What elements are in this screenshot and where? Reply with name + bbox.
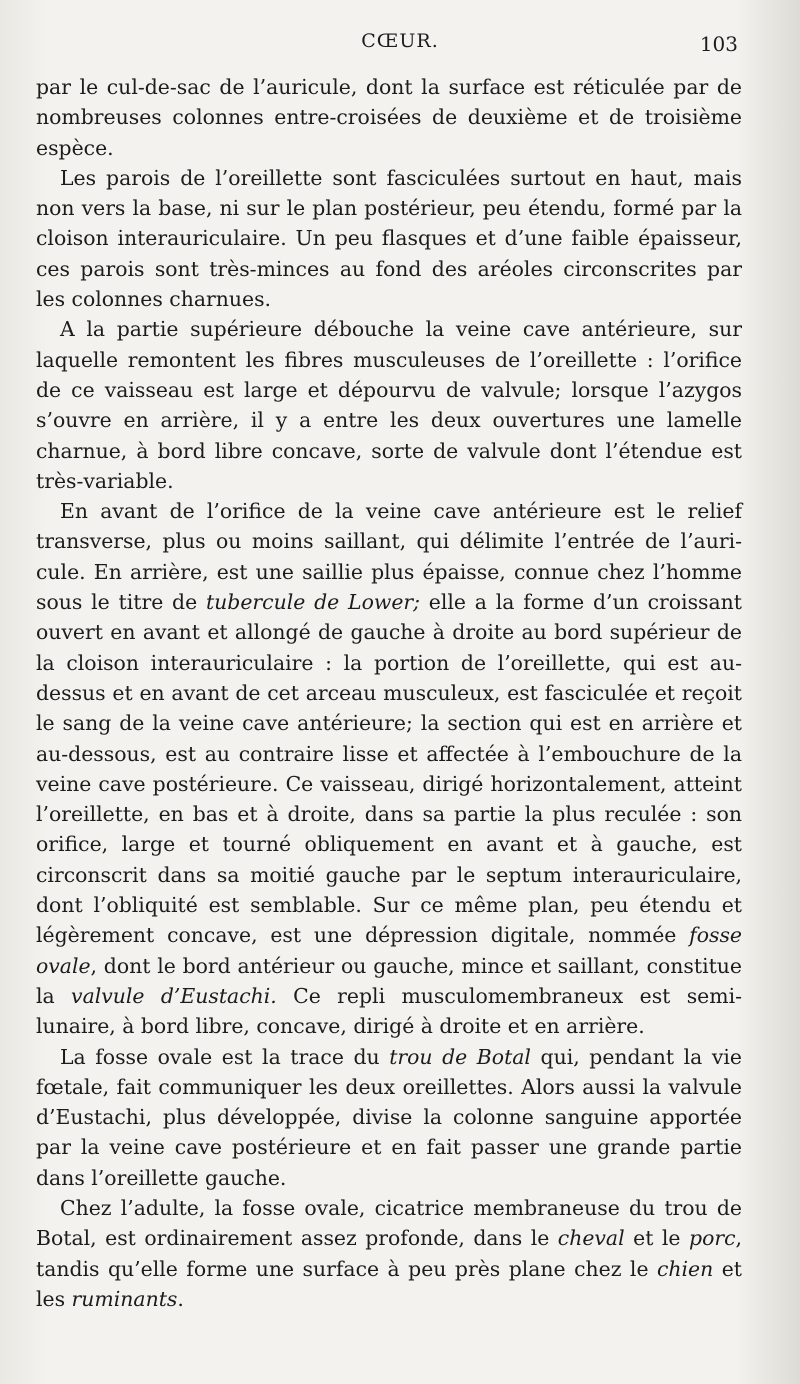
text-run: , tandis qu’elle forme une surface à peu près plane chez le <box>36 1226 742 1281</box>
text-run: La fosse ovale est la trace du <box>60 1044 390 1069</box>
paragraph-fosse-ovale <box>36 1042 742 1193</box>
italic-term-ruminants: ruminants <box>71 1286 178 1311</box>
text-run: qui, pendant la vie fœtale, fait communiquer les deux oreillettes. Alors aussi la valvule d’Eustachi, plus développée, divise la colonne sanguine apportée par la veine cave postérieure et en fait passer une grande partie dans l’oreillette gauche. <box>36 1044 742 1190</box>
text-run: , dont le bord antérieur ou gauche, mince et saillant, constitue la <box>36 953 742 1008</box>
running-head <box>0 30 800 66</box>
text-run: . <box>177 1286 184 1311</box>
text-run: Chez l’adulte, la fosse ovale, cicatrice membraneuse du trou de Botal, est ordinairement assez profonde, dans le <box>36 1195 742 1251</box>
page-number: 103 <box>699 32 738 56</box>
text-run: et le <box>624 1226 690 1251</box>
italic-term-valvule-d-eustachi: valvule d’Eustachi. <box>71 983 277 1008</box>
paragraph-walls: Les parois de l’oreillette sont fasciculées surtout en haut, mais non vers la base, ni sur le plan postérieur, peu étendu, formé par la cloison interauriculaire. Un peu flasques et d’une faible épaisseur, ces parois sont très-minces au fond des aréoles circonscrites par les colonnes charnues. <box>36 165 742 312</box>
page-title: CŒUR. <box>361 30 439 52</box>
paragraph-anterior-vena-cava: A la partie supérieure débouche la veine cave antérieure, sur laquelle remontent les fibres musculeuses de l’oreillette : l’orifice de ce vaisseau est large et dépourvu de valvule; lorsque l’azygos s’ouvre en arrière, il y a entre les deux ouvertures une lamelle charnue, à bord libre concave, sorte de valvule dont l’étendue est très-variable. <box>36 317 742 493</box>
italic-term-porc: porc <box>689 1226 736 1251</box>
italic-term-tubercule-de-lower: tubercule de Lower; <box>205 590 420 615</box>
italic-term-trou-de-botal: trou de Botal <box>389 1044 531 1069</box>
italic-term-chien: chien <box>656 1256 714 1281</box>
paragraph-adult <box>36 1193 742 1314</box>
paragraph-continuation: par le cul-de-sac de l’auricule, dont la surface est réticulée par de nombreuses colonnes entre-croisées de deuxième et de troisième espèce. <box>36 75 742 160</box>
text-body <box>36 72 742 1314</box>
italic-term-fosse-ovale: fosse ovale <box>36 923 742 978</box>
text-run: En avant de l’orifice de la veine cave antérieure est le relief transverse, plus ou moins saillant, qui délimite l’entrée de l’auricule. En arrière, est une saillie plus épaisse, connue chez l’homme sous le titre de <box>36 499 742 615</box>
text-run: Ce repli musculomembraneux est semi-lunaire, à bord libre, concave, dirigé à droite et en arrière. <box>36 983 742 1039</box>
text-run: elle a la forme d’un croissant ouvert en avant et allongé de gauche à droite au bord supérieur de la cloison interauriculaire : la portion de l’oreillette, qui est au-dessus et en avant de cet arceau musculeux, est fasciculée et reçoit le sang de la veine cave antérieure; la section qui est en arrière et au-dessous, est au contraire lisse et affectée à l’embouchure de la veine cave postérieure. Ce vaisseau, dirigé horizontalement, atteint l’oreillette, en bas et à droite, dans sa partie la plus reculée : son orifice, large et tourné obliquement en avant et à gauche, est circonscrit dans sa moitié gauche par le septum interauriculaire, dont l’obliquité est semblable. Sur ce même plan, peu étendu et légèrement concave, est une dépression digitale, nommée <box>36 590 742 948</box>
italic-term-cheval: cheval <box>557 1226 625 1251</box>
text-run: et les <box>36 1256 742 1311</box>
paragraph-tubercle-of-lower <box>36 496 742 1041</box>
